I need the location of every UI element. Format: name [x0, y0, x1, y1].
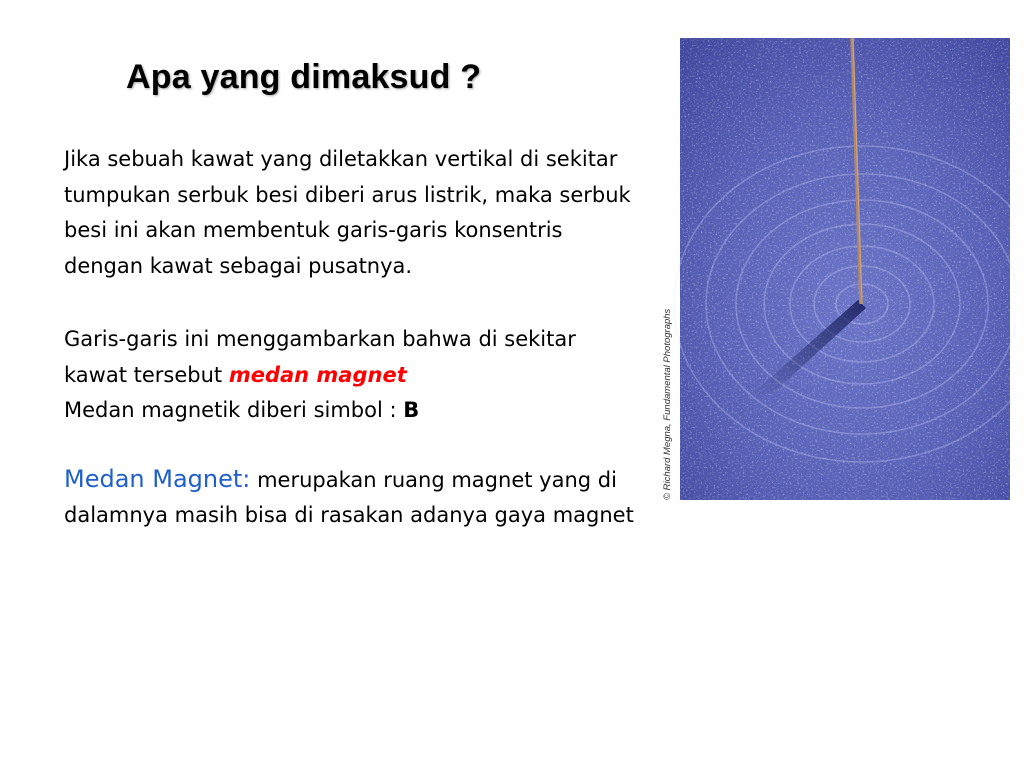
slide-body	[64, 142, 644, 534]
field-lines-text: Garis-garis ini menggambarkan bahwa di sekitar kawat tersebut	[64, 327, 576, 387]
photo-credit: © Richard Megna, Fundamental Photographs	[662, 308, 673, 500]
paragraph-wire-experiment: Jika sebuah kawat yang diletakkan vertikal di sekitar tumpukan serbuk besi diberi arus listrik, maka serbuk besi ini akan membentuk garis-garis konsentris dengan kawat sebagai pusatnya.	[64, 147, 631, 278]
iron-filings-photo	[654, 36, 1016, 502]
definition-term: Medan Magnet:	[64, 464, 251, 493]
paragraph-definition	[64, 462, 644, 534]
magnetic-field-highlight: medan magnet	[228, 362, 407, 387]
slide-title: Apa yang dimaksud ?	[126, 58, 482, 96]
definition-text: merupakan ruang magnet yang di dalamnya masih bisa di rasakan adanya gaya magnet	[64, 467, 634, 527]
symbol-text: Medan magnetik diberi simbol :	[64, 398, 397, 422]
field-symbol: B	[403, 398, 420, 422]
paragraph-field-lines	[64, 322, 644, 429]
